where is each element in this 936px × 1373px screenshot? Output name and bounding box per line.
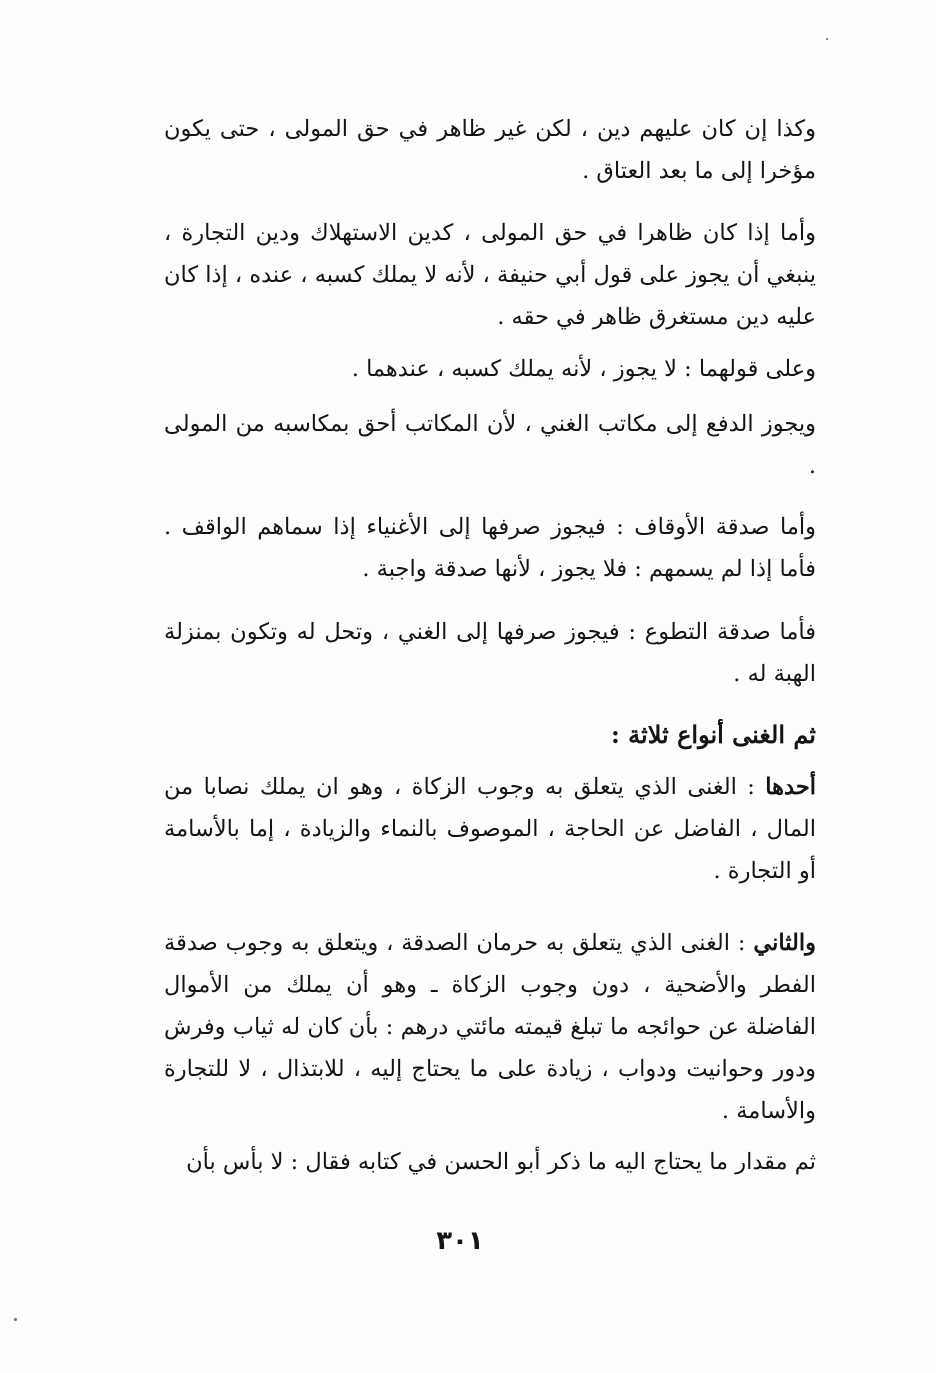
paragraph-second-type-body: : الغنى الذي يتعلق به حرمان الصدقة ، ويتعلق به وجوب صدقة الفطر والأضحية ، دون وجوب الزكاة ـ وهو أن يملك من الأموال الفاضلة عن حوائجه ما تبلغ قيمته مائتي درهم : بأن كان له ثياب وفرش ودور وحوانيت ودواب ، زيادة على ما يحتاج إليه ، للابتذال ، لا للتجارة والأسامة . bbox=[164, 930, 816, 1124]
paragraph-second-type bbox=[164, 922, 816, 1132]
paragraph-debt-hidden: وكذا إن كان عليهم دين ، لكن غير ظاهر في حق المولى ، حتى يكون مؤخرا إلى ما بعد العتاق . bbox=[164, 116, 816, 184]
section-heading: ثم الغنى أنواع ثلاثة : bbox=[610, 720, 816, 749]
lead-word-first: أحدها bbox=[765, 774, 816, 800]
scan-speck bbox=[826, 38, 828, 40]
paragraph-tatawwu: فأما صدقة التطوع : فيجوز صرفها إلى الغني ، وتحل له وتكون بمنزلة الهبة له . bbox=[164, 619, 816, 687]
page-number: ٣٠١ bbox=[436, 1226, 484, 1256]
paragraph-mukatab: ويجوز الدفع إلى مكاتب الغني ، لأن المكاتب أحق بمكاسبه من المولى . bbox=[164, 411, 816, 479]
paragraph-debt-apparent: وأما إذا كان ظاهرا في حق المولى ، كدين الاستهلاك ودين التجارة ، ينبغي أن يجوز على قول أبي حنيفة ، لأنه لا يملك كسبه ، عنده ، إذا كان عليه دين مستغرق ظاهر في حقه . bbox=[163, 220, 816, 330]
paragraph-first-type bbox=[164, 766, 816, 892]
paragraph-amount-needed: ثم مقدار ما يحتاج اليه ما ذكر أبو الحسن في كتابه فقال : لا بأس بأن bbox=[186, 1149, 816, 1175]
paragraph-awqaf: وأما صدقة الأوقاف : فيجوز صرفها إلى الأغنياء إذا سماهم الواقف . فأما إذا لم يسمهم : فلا يجوز ، لأنها صدقة واجبة . bbox=[164, 514, 816, 582]
scan-speck bbox=[14, 1318, 17, 1321]
paragraph-their-view: وعلى قولهما : لا يجوز ، لأنه يملك كسبه ، عندهما . bbox=[351, 356, 816, 382]
lead-word-second: والثاني bbox=[753, 930, 816, 956]
paragraph-first-type-body: : الغنى الذي يتعلق به وجوب الزكاة ، وهو ان يملك نصابا من المال ، الفاضل عن الحاجة ، الموصوف بالنماء والزيادة ، إما بالأسامة أو التجارة . bbox=[164, 774, 816, 884]
